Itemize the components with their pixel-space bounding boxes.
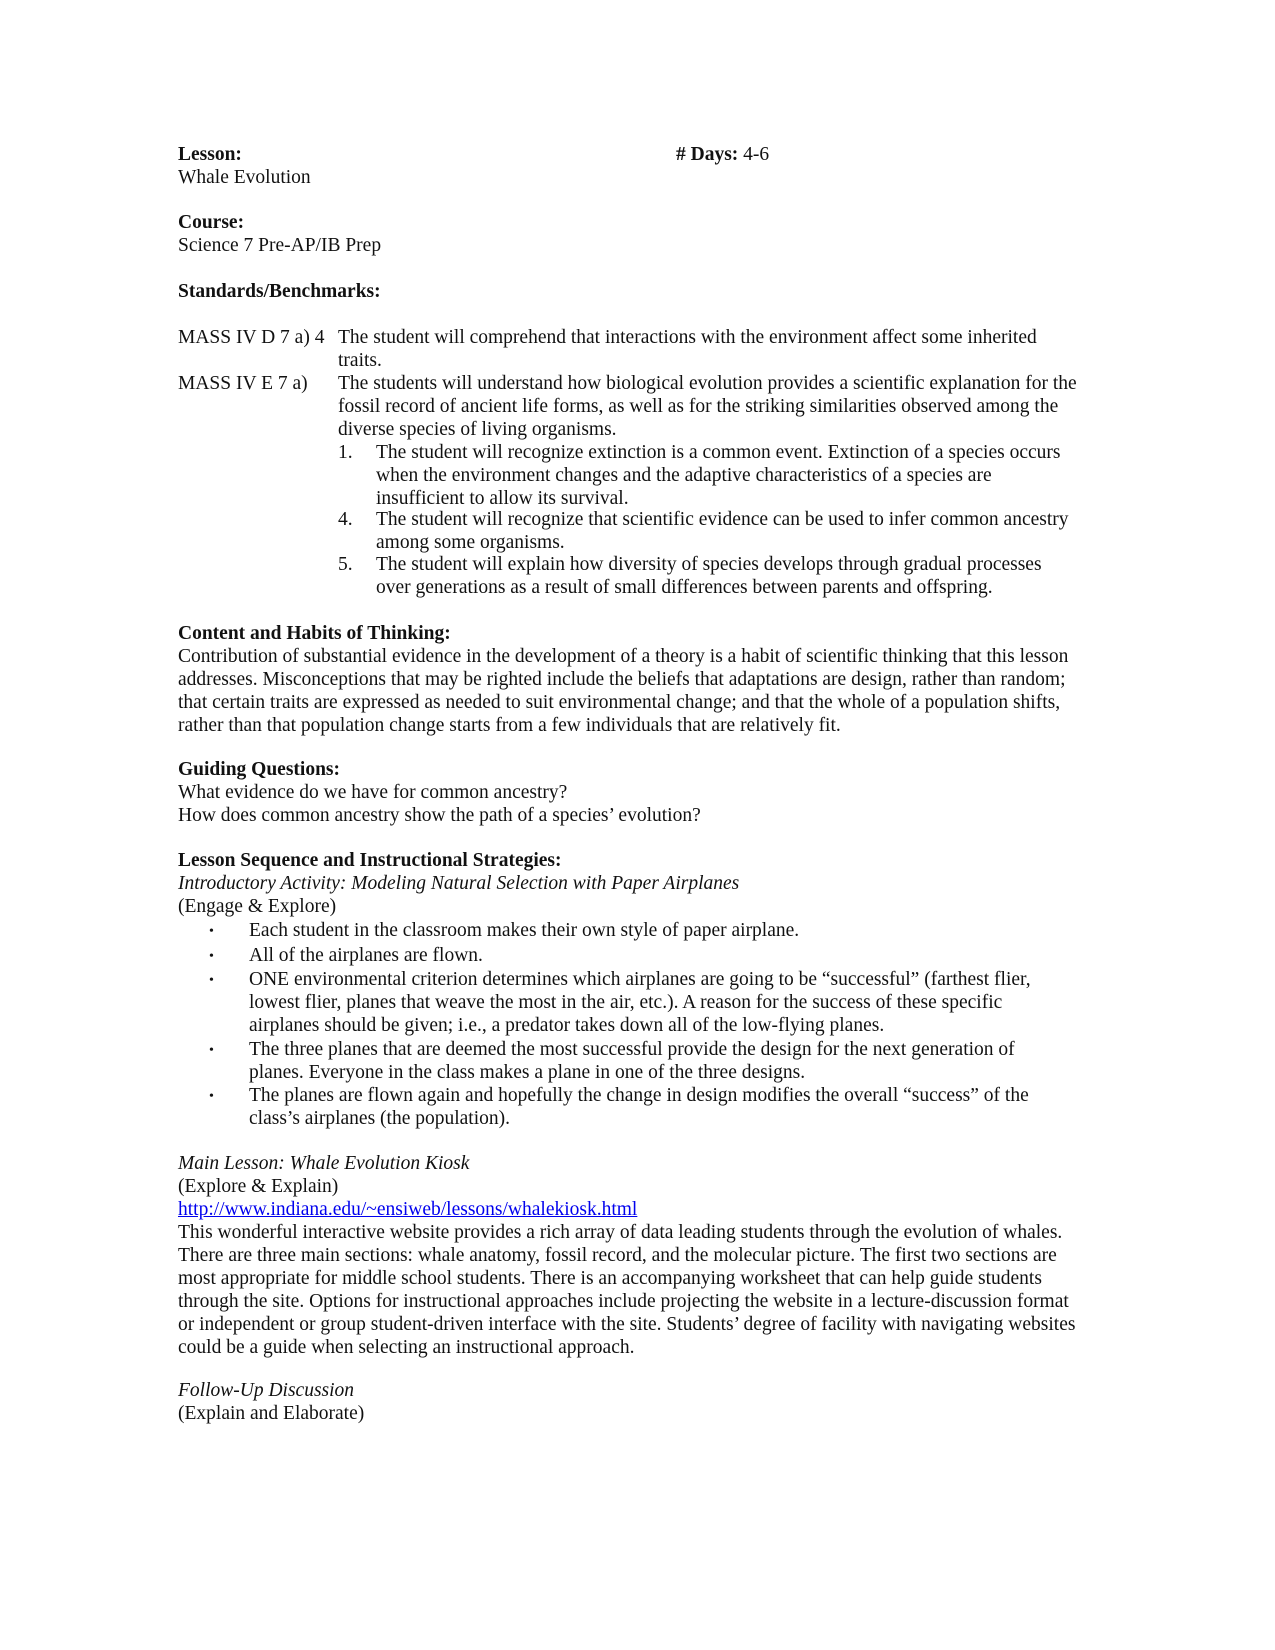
days-field	[676, 143, 769, 166]
course-value: Science 7 Pre-AP/IB Prep	[178, 235, 382, 256]
benchmark-text: The student will recognize extinction is a common event. Extinction of a species occurs when the environment changes and the adaptive characteristics of a species are insufficient to allow its survival.	[376, 442, 1061, 509]
bullet-dot: •	[209, 1043, 214, 1058]
bullet-dot: •	[209, 949, 214, 964]
guiding-questions-heading: Guiding Questions:	[178, 759, 341, 780]
standard-code: MASS IV D 7 a) 4	[178, 327, 325, 348]
list-item: All of the airplanes are flown.	[249, 945, 483, 966]
benchmark-number: 1.	[338, 442, 353, 463]
course-label: Course:	[178, 212, 245, 233]
content-habits-text: Contribution of substantial evidence in the development of a theory is a habit of scientific thinking that this lesson addresses. Misconceptions that may be righted include the beliefs that adaptations are design, rather than random; that certain traits are expressed as needed to suit environmental change; and that the whole of a population shifts, rather than that population change starts from a few individuals that are relatively fit.	[178, 646, 1069, 736]
main-lesson-text: This wonderful interactive website provides a rich array of data leading students through the evolution of whales. There are three main sections: whale anatomy, fossil record, and the molecular picture. The first two sections are most appropriate for middle school students. There is an accompanying worksheet that can help guide students through the site. Options for instructional approaches include projecting the website in a lecture-discussion format or independent or group student-driven interface with the site. Students’ degree of facility with navigating websites could be a guide when selecting an instructional approach.	[178, 1222, 1076, 1358]
list-item: ONE environmental criterion determines which airplanes are going to be “successful” (farthest flier, lowest flier, planes that weave the most in the air, etc.). A reason for the success of these specific airplanes should be given; i.e., a predator takes down all of the low-flying planes.	[249, 969, 1031, 1036]
main-lesson-link-row	[178, 1198, 637, 1221]
lesson-value: Whale Evolution	[178, 167, 311, 188]
guiding-question: What evidence do we have for common ancestry?	[178, 782, 568, 803]
main-lesson-phase: (Explore & Explain)	[178, 1176, 339, 1197]
standard-code: MASS IV E 7 a)	[178, 373, 308, 394]
benchmark-text: The student will explain how diversity of species develops through gradual processes over generations as a result of small differences between parents and offspring.	[376, 554, 1042, 598]
list-item: The three planes that are deemed the most successful provide the design for the next generation of planes. Everyone in the class makes a plane in one of the three designs.	[249, 1039, 1015, 1083]
intro-activity-phase: (Engage & Explore)	[178, 896, 337, 917]
benchmark-number: 4.	[338, 509, 353, 530]
standards-heading: Standards/Benchmarks:	[178, 281, 381, 302]
whale-kiosk-link[interactable]: http://www.indiana.edu/~ensiweb/lessons/whalekiosk.html	[178, 1199, 638, 1220]
guiding-question: How does common ancestry show the path of a species’ evolution?	[178, 805, 701, 826]
content-habits-heading: Content and Habits of Thinking:	[178, 623, 451, 644]
bullet-dot: •	[209, 973, 214, 988]
standard-text: The student will comprehend that interactions with the environment affect some inherited traits.	[338, 327, 1037, 371]
lesson-label: Lesson:	[178, 144, 242, 165]
benchmark-text: The student will recognize that scientific evidence can be used to infer common ancestry among some organisms.	[376, 509, 1069, 553]
bullet-dot: •	[209, 1089, 214, 1104]
list-item: The planes are flown again and hopefully the change in design modifies the overall “success” of the class’s airplanes (the population).	[249, 1085, 1029, 1129]
intro-activity-title: Introductory Activity: Modeling Natural Selection with Paper Airplanes	[178, 873, 740, 894]
followup-title: Follow-Up Discussion	[178, 1380, 355, 1401]
followup-phase: (Explain and Elaborate)	[178, 1403, 365, 1424]
benchmark-number: 5.	[338, 554, 353, 575]
bullet-dot: •	[209, 924, 214, 939]
main-lesson-title: Main Lesson: Whale Evolution Kiosk	[178, 1153, 470, 1174]
standard-text: The students will understand how biological evolution provides a scientific explanation for the fossil record of ancient life forms, as well as for the striking similarities observed among the diverse species of living organisms.	[338, 373, 1077, 440]
days-label: # Days:	[676, 144, 739, 165]
days-value: 4-6	[743, 144, 770, 165]
list-item: Each student in the classroom makes their own style of paper airplane.	[249, 920, 800, 941]
lesson-sequence-heading: Lesson Sequence and Instructional Strategies:	[178, 850, 562, 871]
